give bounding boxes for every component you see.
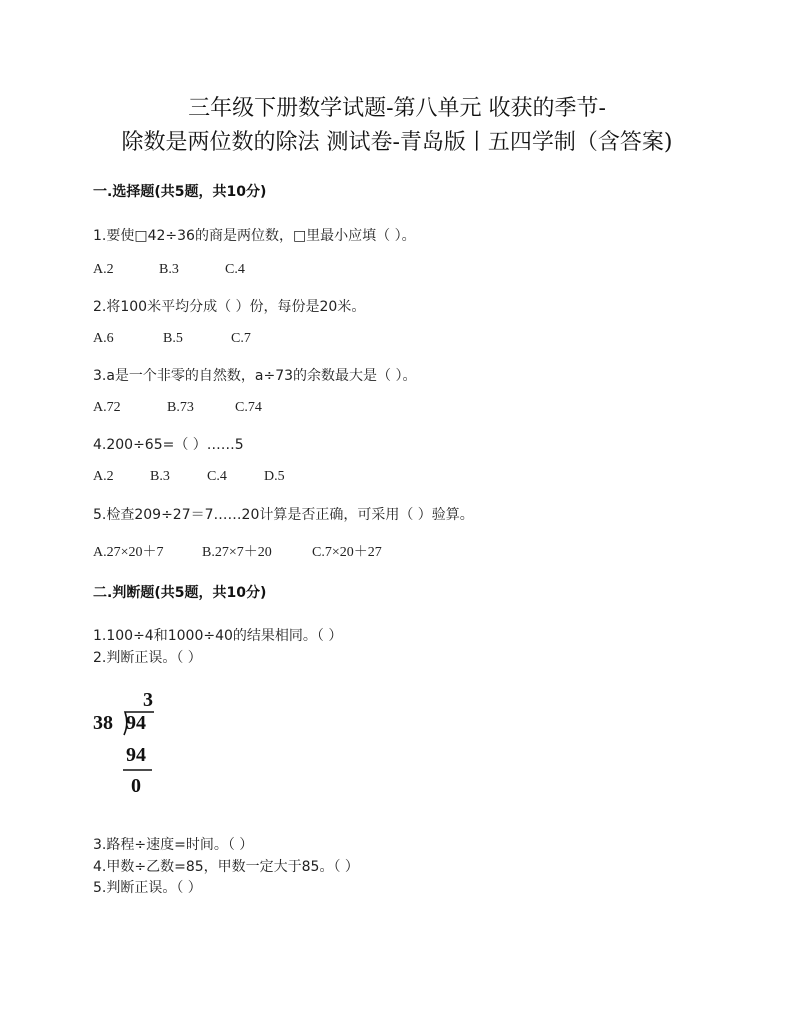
option-a: A.2 [93, 469, 114, 484]
option-a: A.72 [93, 400, 121, 415]
option-a: A.6 [93, 331, 114, 346]
option-c: C.4 [225, 262, 245, 277]
option-d: D.5 [264, 469, 285, 484]
question-5-options [93, 541, 382, 561]
option-a: A.2 [93, 262, 114, 277]
long-division-figure [90, 686, 180, 801]
section-1-heading: 一.选择题(共5题，共10分) [93, 184, 267, 200]
page-title-line-1: 三年级下册数学试题-第八单元 收获的季节- [188, 96, 606, 121]
question-1: 1.要使□42÷36的商是两位数，□里最小应填（ ）。 [93, 228, 416, 244]
judgement-item-1: 1.100÷4和1000÷40的结果相同。（ ） [93, 628, 343, 644]
question-1-options [93, 262, 245, 278]
question-4: 4.200÷65=（ ）……5 [93, 437, 244, 453]
division-quotient: 3 [143, 689, 153, 711]
option-b: B.5 [163, 331, 183, 346]
division-product: 94 [126, 744, 146, 766]
option-c: C.4 [207, 469, 227, 484]
option-c: C.7 [231, 331, 251, 346]
option-c: C.7×20＋27 [312, 545, 382, 560]
judgement-item-4: 4.甲数÷乙数=85，甲数一定大于85。（ ） [93, 859, 359, 875]
question-2: 2.将100米平均分成（ ）份，每份是20米。 [93, 299, 366, 315]
question-5: 5.检查209÷27＝7……20计算是否正确，可采用（ ）验算。 [93, 507, 474, 523]
option-b: B.73 [167, 400, 194, 415]
judgement-item-2: 2.判断正误。（ ） [93, 650, 202, 666]
question-3: 3.a是一个非零的自然数，a÷73的余数最大是（ ）。 [93, 368, 417, 384]
judgement-item-3: 3.路程÷速度=时间。（ ） [93, 837, 254, 853]
division-dividend: 94 [126, 712, 146, 734]
option-a: A.27×20＋7 [93, 545, 164, 560]
section-2-heading: 二.判断题(共5题，共10分) [93, 585, 267, 601]
question-4-options [93, 469, 285, 485]
division-remainder: 0 [131, 775, 141, 797]
option-c: C.74 [235, 400, 262, 415]
question-2-options [93, 331, 251, 347]
page-title-line-2: 除数是两位数的除法 测试卷-青岛版丨五四学制（含答案) [121, 130, 673, 155]
option-b: B.27×7＋20 [202, 545, 272, 560]
judgement-item-5: 5.判断正误。（ ） [93, 880, 202, 896]
division-divisor: 38 [93, 712, 113, 734]
question-3-options [93, 400, 262, 416]
option-b: B.3 [150, 469, 170, 484]
option-b: B.3 [159, 262, 179, 277]
